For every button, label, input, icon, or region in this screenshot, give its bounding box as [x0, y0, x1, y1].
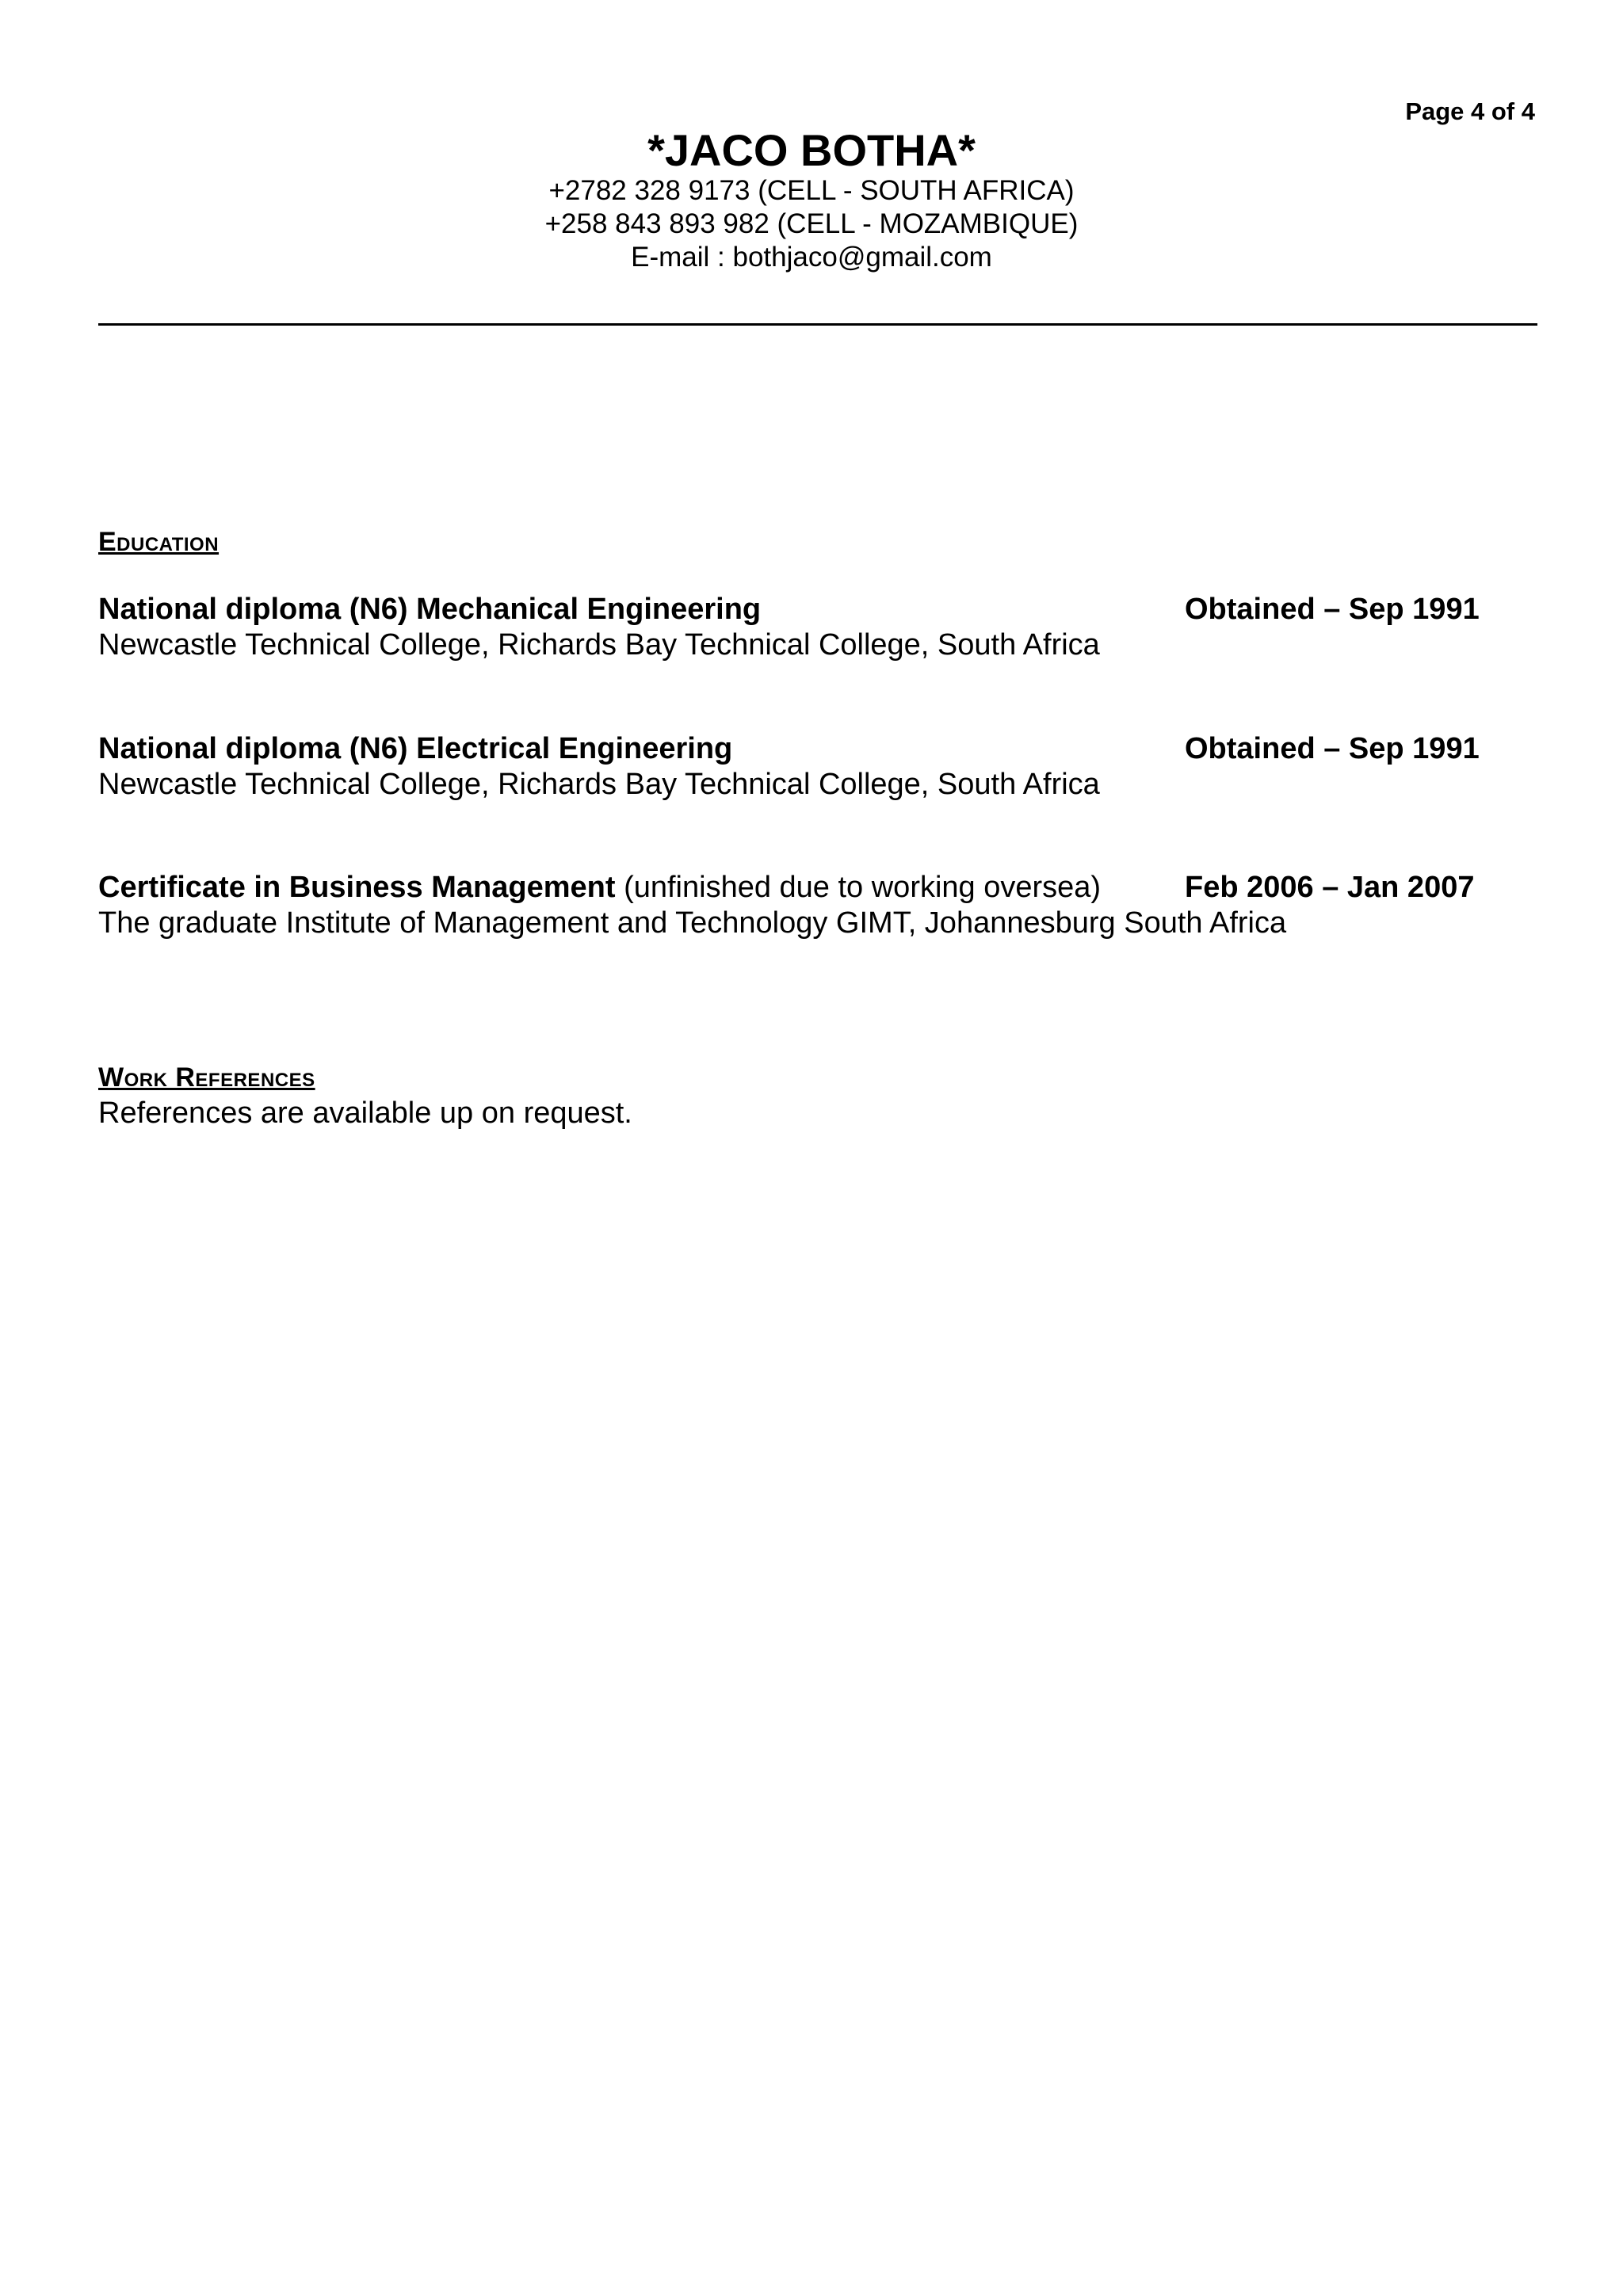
phone-south-africa: +2782 328 9173 (CELL - SOUTH AFRICA): [548, 175, 1075, 206]
header-divider: [98, 323, 1537, 326]
qualification-date: Feb 2006 – Jan 2007: [1185, 871, 1475, 904]
qualification-title: [98, 591, 761, 627]
education-entry-mechanical: [98, 591, 1537, 662]
references-text: References are available up on request.: [98, 1097, 632, 1130]
entry-title-row: [98, 591, 1537, 627]
qualification-title: [98, 730, 732, 767]
institution-name: Newcastle Technical College, Richards Bay Technical College, South Africa: [98, 628, 1100, 662]
email-address: E-mail : bothjaco@gmail.com: [631, 242, 992, 273]
applicant-name: *JACO BOTHA*: [647, 125, 976, 175]
qualification-title: [98, 869, 1101, 906]
qualification-name: Certificate in Business Management: [98, 871, 616, 904]
entry-title-row: [98, 869, 1537, 906]
education-entry-electrical: [98, 730, 1537, 802]
institution-name: The graduate Institute of Management and Technology GIMT, Johannesburg South Africa: [98, 906, 1287, 940]
institution-name: Newcastle Technical College, Richards Bay Technical College, South Africa: [98, 768, 1100, 801]
qualification-name: National diploma (N6) Electrical Engineering: [98, 732, 733, 765]
qualification-date: Obtained – Sep 1991: [1185, 593, 1480, 626]
qualification-note: (unfinished due to working oversea): [615, 871, 1102, 904]
qualification-date: Obtained – Sep 1991: [1185, 732, 1480, 765]
entry-title-row: [98, 730, 1537, 767]
work-references-heading: Work References: [98, 1062, 315, 1093]
page-number: Page 4 of 4: [1405, 97, 1535, 125]
resume-header: [0, 127, 1623, 274]
qualification-name: National diploma (N6) Mechanical Engineering: [98, 593, 762, 626]
education-heading: Education: [98, 527, 220, 557]
education-entry-business: [98, 869, 1537, 940]
phone-mozambique: +258 843 893 982 (CELL - MOZAMBIQUE): [544, 208, 1079, 239]
